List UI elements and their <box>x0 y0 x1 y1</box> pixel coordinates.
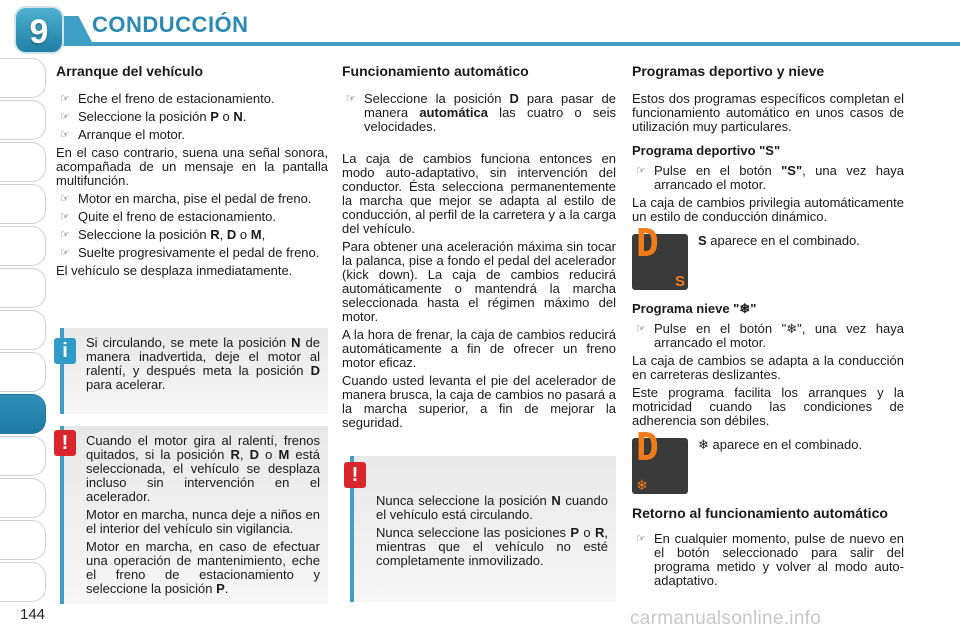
bullet-hand-icon: ☞ <box>346 93 356 105</box>
bullet-item: ☞ Motor en marcha, pise el pedal de freno. <box>60 191 312 206</box>
bullet-hand-icon: ☞ <box>60 93 70 105</box>
bullet-hand-icon: ☞ <box>60 229 70 241</box>
paragraph: En el caso contrario, suena una señal sonora, acompañada de un mensaje en la pantalla multifunción. <box>56 145 328 188</box>
section-title-automatic: Funcionamiento automático <box>342 63 529 79</box>
sport-display-row <box>632 221 904 290</box>
paragraph: La caja de cambios se adapta a la conducción en carreteras deslizantes. <box>632 353 904 382</box>
column-starting <box>56 58 328 282</box>
bullet-item: ☞ En cualquier momento, pulse de nuevo en el botón seleccionado para salir del programa metido y volver al modo auto-adaptativo. <box>636 531 904 588</box>
side-tab-9-active[interactable] <box>0 394 46 434</box>
column-automatic <box>342 58 616 434</box>
bullet-hand-icon: ☞ <box>60 129 70 141</box>
warning-note-idle <box>60 426 328 604</box>
side-tab-5[interactable] <box>0 226 46 266</box>
gear-display-snow-icon: D ❄ <box>632 438 688 494</box>
bullet-hand-icon: ☞ <box>636 533 646 545</box>
bullet-hand-icon: ☞ <box>60 247 70 259</box>
bullet-item: ☞ Suelte progresivamente el pedal de freno. <box>60 245 320 260</box>
bullet-hand-icon: ☞ <box>60 193 70 205</box>
bullet-item: ☞ Seleccione la posición R, D o M, <box>60 227 266 242</box>
side-tab-13[interactable] <box>0 562 46 602</box>
info-icon: i <box>54 338 76 364</box>
warning-icon: ! <box>344 462 366 488</box>
side-tab-7[interactable] <box>0 310 46 350</box>
warning-note-text: Nunca seleccione las posiciones P o R, mientras que el vehículo no esté completamente inmovilizado. <box>376 525 608 568</box>
chapter-number-badge: 9 <box>14 6 64 54</box>
column-programs <box>632 58 904 592</box>
bullet-item: ☞ Seleccione la posición P o N. <box>60 109 247 124</box>
paragraph: Estos dos programas específicos completan el funcionamiento automático en unos casos de utilización muy particulares. <box>632 91 904 134</box>
side-tab-8[interactable] <box>0 352 46 392</box>
side-tab-10[interactable] <box>0 436 46 476</box>
bullet-hand-icon: ☞ <box>636 165 646 177</box>
subtitle-snow: Programa nieve "❄" <box>632 301 757 316</box>
side-tab-2[interactable] <box>0 100 46 140</box>
page-number: 144 <box>20 606 46 623</box>
bullet-item: ☞ Quite el freno de estacionamiento. <box>60 209 277 224</box>
chapter-title: CONDUCCIÓN <box>92 12 249 37</box>
side-tab-6[interactable] <box>0 268 46 308</box>
bullet-hand-icon: ☞ <box>636 323 646 335</box>
watermark: carmanualsonline.info <box>630 608 822 629</box>
bullet-item: ☞ Pulse en el botón "❄", una vez haya arrancado el motor. <box>636 321 904 350</box>
warning-note-text: Nunca seleccione la posición N cuando el vehículo está circulando. <box>376 493 608 522</box>
paragraph: Cuando usted levanta el pie del acelerador de manera brusca, la caja de cambios no pasará a la marcha superior, a fin de mejorar la seguridad. <box>342 373 616 430</box>
side-tab-4[interactable] <box>0 184 46 224</box>
subtitle-sport: Programa deportivo "S" <box>632 143 781 158</box>
paragraph: La caja de cambios privilegia automáticamente un estilo de conducción dinámico. <box>632 195 904 224</box>
info-note <box>60 328 328 414</box>
paragraph: Este programa facilita los arranques y la motricidad cuando las condiciones de adherencia son débiles. <box>632 385 904 428</box>
info-note-text: Si circulando, se mete la posición N de manera inadvertida, deje el motor al ralentí, y después meta la posición D para acelerar. <box>86 335 320 392</box>
bullet-item: ☞ Pulse en el botón "S", una vez haya arrancado el motor. <box>636 163 904 192</box>
section-title-programs: Programas deportivo y nieve <box>632 63 825 79</box>
section-title-starting: Arranque del vehículo <box>56 63 204 79</box>
paragraph: El vehículo se desplaza inmediatamente. <box>56 263 293 278</box>
gear-display-sport-icon: D S <box>632 234 688 290</box>
side-tab-11[interactable] <box>0 478 46 518</box>
side-tab-12[interactable] <box>0 520 46 560</box>
header-stripe <box>58 42 960 46</box>
warning-note-text: Motor en marcha, nunca deje a niños en el interior del vehículo sin vigilancia. <box>86 507 320 536</box>
paragraph: Para obtener una aceleración máxima sin tocar la palanca, pise a fondo el pedal del acelerador (kick down). La caja de cambios reducirá automáticamente o mantendrá la marcha seleccionada hasta el régimen máximo del motor. <box>342 239 616 324</box>
sport-display-caption: S aparece en el combinado. <box>698 233 860 248</box>
warning-note-text: Cuando el motor gira al ralentí, frenos quitados, si la posición R, D o M está seleccionada, el vehículo se desplaza incluso sin intervención en el acelerador. <box>86 433 320 504</box>
warning-icon: ! <box>54 430 76 456</box>
bullet-item: ☞ Seleccione la posición D para pasar de manera automática las cuatro o seis velocidades. <box>346 91 616 134</box>
bullet-hand-icon: ☞ <box>60 211 70 223</box>
side-tab-3[interactable] <box>0 142 46 182</box>
bullet-item: ☞ Eche el freno de estacionamiento. <box>60 91 275 106</box>
side-tab-1[interactable] <box>0 58 46 98</box>
warning-note-text: Motor en marcha, en caso de efectuar una operación de mantenimiento, eche el freno de estacionamiento y seleccione la posición P. <box>86 539 320 596</box>
bullet-item: ☞ Arranque el motor. <box>60 127 185 142</box>
bullet-hand-icon: ☞ <box>60 111 70 123</box>
warning-note-neutral <box>350 456 616 602</box>
section-title-return: Retorno al funcionamiento automático <box>632 505 888 521</box>
snow-display-caption: ❄ aparece en el combinado. <box>698 437 863 452</box>
paragraph: La caja de cambios funciona entonces en modo auto-adaptativo, sin intervención del conductor. Ésta selecciona permanentemente la marcha que mejor se adapta al estilo de conducción, al perfil de la carretera y a la carga del vehículo. <box>342 151 616 236</box>
snow-display-row <box>632 425 904 494</box>
paragraph: A la hora de frenar, la caja de cambios reducirá automáticamente a fin de ofrecer un freno motor eficaz. <box>342 327 616 370</box>
